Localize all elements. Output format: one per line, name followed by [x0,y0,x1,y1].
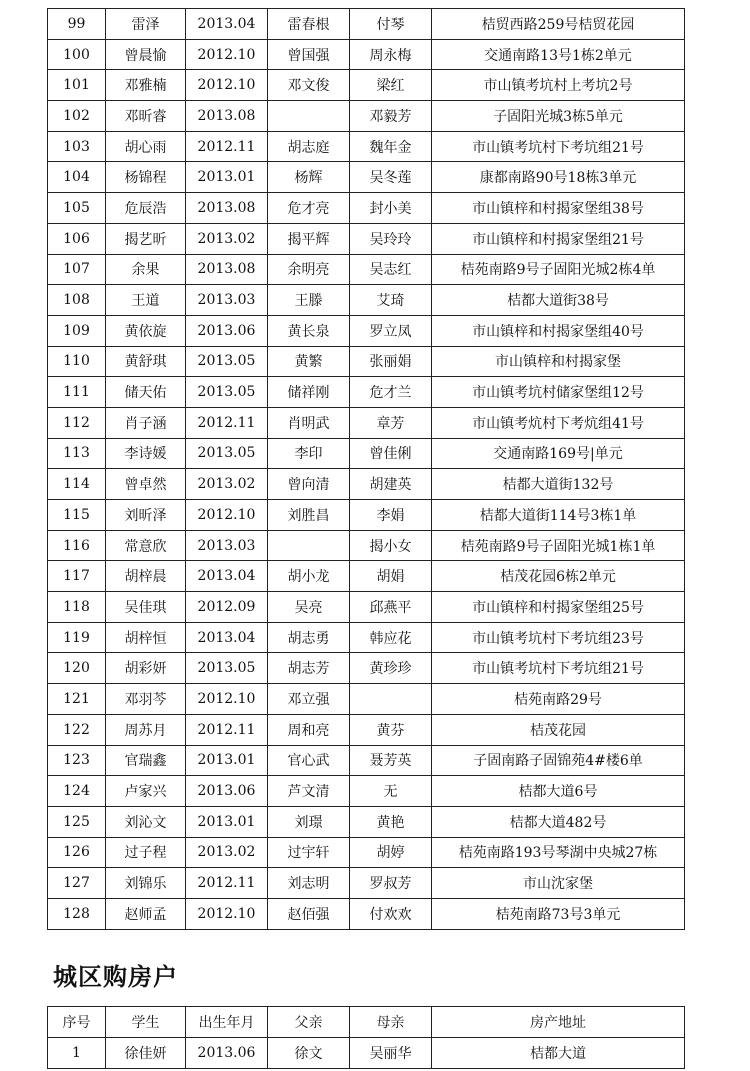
cell-student: 刘锦乐 [106,868,186,899]
cell-student: 过子程 [106,837,186,868]
cell-father: 李印 [268,438,350,469]
cell-mother [350,684,432,715]
cell-student: 雷泽 [106,9,186,40]
table-row [48,315,685,346]
table-header-row [48,1007,685,1038]
table-row [48,500,685,531]
cell-birth: 2012.10 [186,684,268,715]
cell-index: 1 [48,1038,106,1069]
cell-student: 黄舒琪 [106,346,186,377]
cell-mother: 黄艳 [350,806,432,837]
cell-birth: 2013.03 [186,285,268,316]
cell-father [268,101,350,132]
cell-birth: 2013.02 [186,469,268,500]
cell-address: 桔贸西路259号桔贸花园 [432,9,685,40]
cell-index: 112 [48,407,106,438]
cell-address: 交通南路13号1栋2单元 [432,39,685,70]
cell-father: 肖明武 [268,407,350,438]
cell-mother: 李娟 [350,500,432,531]
table-row [48,561,685,592]
table-row [48,653,685,684]
cell-birth: 2012.10 [186,39,268,70]
table-row [48,837,685,868]
cell-address: 桔苑南路9号子固阳光城1栋1单 [432,530,685,561]
table-row [48,101,685,132]
cell-mother: 魏年金 [350,131,432,162]
cell-mother: 胡建英 [350,469,432,500]
cell-mother: 黄芬 [350,714,432,745]
cell-index: 108 [48,285,106,316]
cell-index: 110 [48,346,106,377]
cell-address: 市山镇考炕村下考炕组41号 [432,407,685,438]
cell-mother: 聂芳英 [350,745,432,776]
cell-student: 曾晨愉 [106,39,186,70]
cell-address: 子固南路子固锦苑4#楼6单 [432,745,685,776]
cell-index: 119 [48,622,106,653]
cell-mother: 艾琦 [350,285,432,316]
cell-mother: 吴冬莲 [350,162,432,193]
cell-index: 122 [48,714,106,745]
column-header: 出生年月 [186,1007,268,1038]
cell-student: 肖子涵 [106,407,186,438]
cell-father: 胡志勇 [268,622,350,653]
cell-father: 过宇轩 [268,837,350,868]
cell-mother: 吴志红 [350,254,432,285]
cell-address: 桔都大道482号 [432,806,685,837]
cell-student: 危辰浩 [106,193,186,224]
column-header: 序号 [48,1007,106,1038]
cell-birth: 2012.11 [186,407,268,438]
cell-index: 125 [48,806,106,837]
table-row [48,438,685,469]
cell-mother: 张丽娟 [350,346,432,377]
home-buyer-table-body [48,1038,685,1069]
cell-index: 100 [48,39,106,70]
table-row [48,407,685,438]
cell-student: 胡梓恒 [106,622,186,653]
cell-address: 桔苑南路29号 [432,684,685,715]
cell-father: 储祥刚 [268,377,350,408]
cell-birth: 2013.02 [186,223,268,254]
cell-address: 市山镇梓和村揭家堡组38号 [432,193,685,224]
cell-index: 111 [48,377,106,408]
cell-father: 余明亮 [268,254,350,285]
cell-birth: 2013.05 [186,438,268,469]
cell-index: 113 [48,438,106,469]
cell-student: 邓昕睿 [106,101,186,132]
cell-index: 121 [48,684,106,715]
cell-birth: 2013.01 [186,162,268,193]
cell-father: 赵佰强 [268,898,350,929]
cell-index: 106 [48,223,106,254]
cell-student: 周苏月 [106,714,186,745]
table-row [48,714,685,745]
cell-address: 市山镇梓和村揭家堡组40号 [432,315,685,346]
cell-index: 101 [48,70,106,101]
cell-birth: 2012.11 [186,868,268,899]
cell-student: 邓雅楠 [106,70,186,101]
cell-student: 余果 [106,254,186,285]
cell-mother: 胡婷 [350,837,432,868]
cell-student: 官瑞鑫 [106,745,186,776]
cell-address: 市山镇梓和村揭家堡 [432,346,685,377]
table-row [48,776,685,807]
cell-student: 卢家兴 [106,776,186,807]
cell-mother: 邱燕平 [350,592,432,623]
cell-birth: 2013.04 [186,9,268,40]
cell-father: 官心武 [268,745,350,776]
enrollment-table-body [48,9,685,930]
cell-father: 刘璟 [268,806,350,837]
cell-address: 市山镇考坑村上考坑2号 [432,70,685,101]
section-title: 城区购房户 [53,963,178,991]
cell-birth: 2013.06 [186,1038,268,1069]
cell-father: 揭平辉 [268,223,350,254]
enrollment-table [47,8,685,930]
table-row [48,346,685,377]
cell-father: 刘志明 [268,868,350,899]
table-row [48,223,685,254]
cell-address: 桔苑南路73号3单元 [432,898,685,929]
cell-birth: 2013.05 [186,653,268,684]
cell-address: 市山镇梓和村揭家堡组21号 [432,223,685,254]
cell-index: 128 [48,898,106,929]
cell-address: 桔茂花园 [432,714,685,745]
table-row [48,622,685,653]
home-buyer-table [47,1006,685,1069]
cell-mother: 韩应花 [350,622,432,653]
table-row [48,684,685,715]
cell-father: 危才亮 [268,193,350,224]
table-row [48,1038,685,1069]
cell-birth: 2013.02 [186,837,268,868]
cell-address: 交通南路169号|单元 [432,438,685,469]
cell-index: 107 [48,254,106,285]
cell-index: 124 [48,776,106,807]
cell-mother: 无 [350,776,432,807]
cell-address: 桔茂花园6栋2单元 [432,561,685,592]
cell-birth: 2013.08 [186,193,268,224]
cell-address: 康都南路90号18栋3单元 [432,162,685,193]
cell-birth: 2013.04 [186,561,268,592]
cell-mother: 封小美 [350,193,432,224]
cell-mother: 邓毅芳 [350,101,432,132]
cell-mother: 危才兰 [350,377,432,408]
cell-student: 邓羽芩 [106,684,186,715]
cell-father: 刘胜昌 [268,500,350,531]
column-header: 母亲 [350,1007,432,1038]
cell-birth: 2013.08 [186,101,268,132]
table-row [48,377,685,408]
cell-birth: 2012.10 [186,500,268,531]
cell-birth: 2012.09 [186,592,268,623]
cell-index: 116 [48,530,106,561]
table-row [48,806,685,837]
cell-birth: 2013.04 [186,622,268,653]
cell-address: 市山镇考坑村储家堡组12号 [432,377,685,408]
column-header: 学生 [106,1007,186,1038]
cell-index: 114 [48,469,106,500]
table-row [48,898,685,929]
cell-mother: 黄珍珍 [350,653,432,684]
cell-student: 李诗媛 [106,438,186,469]
table-row [48,131,685,162]
cell-birth: 2013.03 [186,530,268,561]
cell-birth: 2013.01 [186,745,268,776]
cell-father: 杨辉 [268,162,350,193]
cell-birth: 2012.10 [186,70,268,101]
cell-index: 123 [48,745,106,776]
cell-index: 102 [48,101,106,132]
table-row [48,9,685,40]
cell-student: 胡彩妍 [106,653,186,684]
cell-mother: 揭小女 [350,530,432,561]
table-row [48,469,685,500]
cell-father: 徐文 [268,1038,350,1069]
cell-address: 桔都大道街132号 [432,469,685,500]
cell-index: 99 [48,9,106,40]
cell-index: 120 [48,653,106,684]
cell-father [268,530,350,561]
cell-address: 市山镇考坑村下考坑组23号 [432,622,685,653]
table-row [48,254,685,285]
cell-address: 桔都大道6号 [432,776,685,807]
cell-student: 吴佳琪 [106,592,186,623]
cell-father: 曾国强 [268,39,350,70]
cell-student: 刘昕泽 [106,500,186,531]
table-row [48,868,685,899]
cell-index: 105 [48,193,106,224]
cell-father: 胡志庭 [268,131,350,162]
cell-mother: 章芳 [350,407,432,438]
cell-father: 曾向清 [268,469,350,500]
cell-mother: 吴玲玲 [350,223,432,254]
cell-index: 109 [48,315,106,346]
table-row [48,162,685,193]
cell-birth: 2013.05 [186,377,268,408]
cell-index: 127 [48,868,106,899]
cell-student: 王道 [106,285,186,316]
cell-father: 雷春根 [268,9,350,40]
cell-birth: 2013.05 [186,346,268,377]
cell-father: 胡志芳 [268,653,350,684]
table-row [48,70,685,101]
cell-student: 胡梓晨 [106,561,186,592]
cell-birth: 2013.08 [186,254,268,285]
column-header: 父亲 [268,1007,350,1038]
cell-address: 桔都大道街114号3栋1单 [432,500,685,531]
cell-address: 市山沈家堡 [432,868,685,899]
cell-mother: 罗立凤 [350,315,432,346]
cell-birth: 2013.06 [186,315,268,346]
cell-father: 黄繁 [268,346,350,377]
cell-birth: 2012.11 [186,714,268,745]
cell-birth: 2012.10 [186,898,268,929]
cell-father: 周和亮 [268,714,350,745]
cell-address: 市山镇考坑村下考坑组21号 [432,653,685,684]
cell-father: 吴亮 [268,592,350,623]
cell-address: 桔都大道 [432,1038,685,1069]
cell-mother: 曾佳俐 [350,438,432,469]
cell-index: 115 [48,500,106,531]
cell-address: 桔苑南路9号子固阳光城2栋4单 [432,254,685,285]
table-row [48,745,685,776]
cell-student: 赵师孟 [106,898,186,929]
cell-father: 邓文俊 [268,70,350,101]
cell-mother: 罗叔芳 [350,868,432,899]
cell-address: 桔都大道街38号 [432,285,685,316]
cell-address: 桔苑南路193号琴湖中央城27栋 [432,837,685,868]
table-row [48,39,685,70]
cell-father: 邓立强 [268,684,350,715]
cell-index: 103 [48,131,106,162]
cell-mother: 吴丽华 [350,1038,432,1069]
cell-mother: 付琴 [350,9,432,40]
cell-student: 曾卓然 [106,469,186,500]
table-row [48,530,685,561]
table-row [48,285,685,316]
cell-student: 徐佳妍 [106,1038,186,1069]
cell-student: 储天佑 [106,377,186,408]
cell-student: 揭艺昕 [106,223,186,254]
cell-index: 118 [48,592,106,623]
cell-index: 117 [48,561,106,592]
cell-mother: 胡娟 [350,561,432,592]
column-header: 房产地址 [432,1007,685,1038]
cell-birth: 2013.01 [186,806,268,837]
table-row [48,592,685,623]
cell-address: 市山镇梓和村揭家堡组25号 [432,592,685,623]
cell-address: 子固阳光城3栋5单元 [432,101,685,132]
cell-index: 126 [48,837,106,868]
cell-father: 胡小龙 [268,561,350,592]
cell-birth: 2013.06 [186,776,268,807]
cell-father: 芦文清 [268,776,350,807]
cell-student: 常意欣 [106,530,186,561]
cell-student: 杨锦程 [106,162,186,193]
cell-address: 市山镇考坑村下考坑组21号 [432,131,685,162]
cell-father: 王滕 [268,285,350,316]
cell-mother: 梁红 [350,70,432,101]
cell-mother: 付欢欢 [350,898,432,929]
cell-student: 胡心雨 [106,131,186,162]
cell-birth: 2012.11 [186,131,268,162]
cell-student: 黄依旋 [106,315,186,346]
table-row [48,193,685,224]
cell-student: 刘沁文 [106,806,186,837]
cell-index: 104 [48,162,106,193]
cell-father: 黄长泉 [268,315,350,346]
cell-mother: 周永梅 [350,39,432,70]
